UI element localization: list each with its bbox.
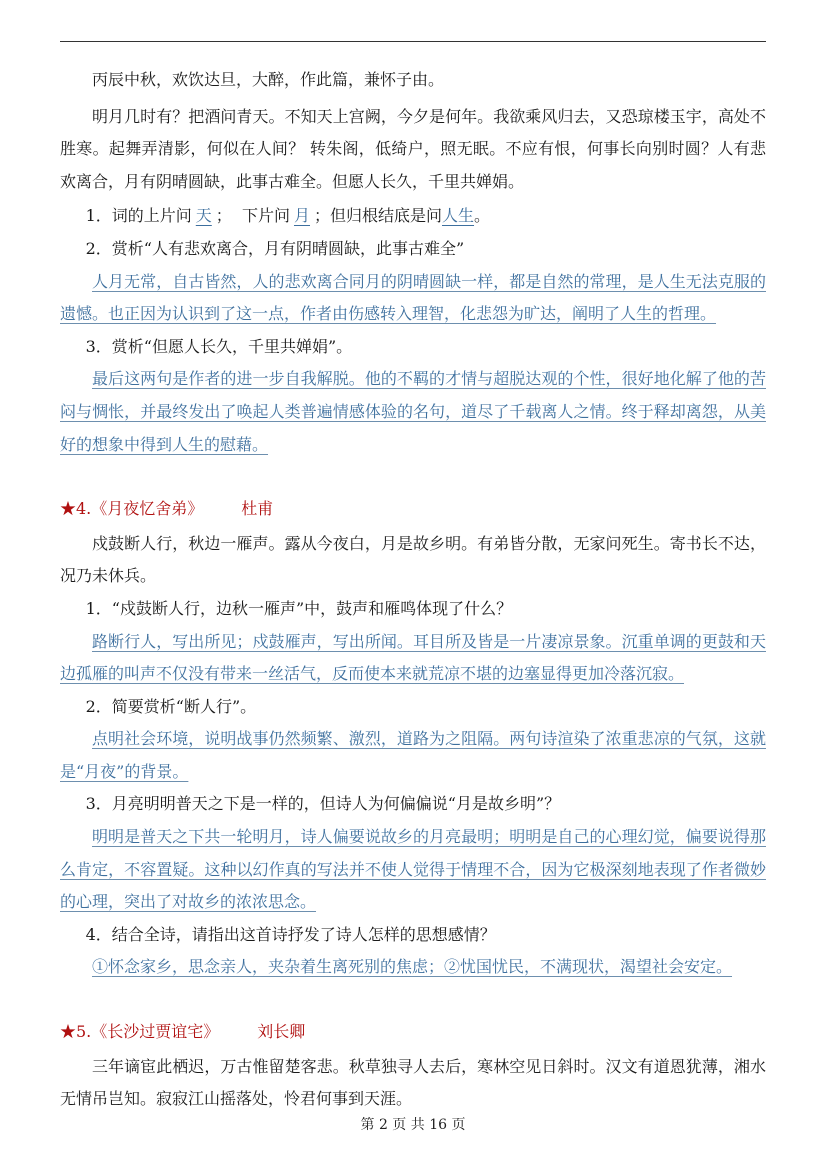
- q1-text: ；但归根结底是问: [314, 206, 443, 226]
- header-rule: [60, 41, 766, 42]
- answer-text: 点明社会环境，说明战事仍然频繁、激烈，道路为之阻隔。两句诗渲染了浓重悲凉的气氛，这就是“月夜”的背景。: [60, 729, 766, 781]
- poem4-q2: 2．简要赏析“断人行”。: [85, 696, 257, 716]
- poem4-text: 戍鼓断人行，秋边一雁声。露从今夜白，月是故乡明。有弟皆分散，无家问死生。寄书长不达，况乃未休兵。: [60, 533, 766, 586]
- page-content: [60, 64, 766, 1116]
- poem3-q3: 3．赏析“但愿人长久，千里共婵娟”。: [85, 336, 353, 356]
- answer-blank: 人生: [442, 206, 475, 226]
- poem5-text: 三年谪宦此栖迟，万古惟留楚客悲。秋草独寻人去后，寒林空见日斜时。汉文有道恩犹薄，湘水无情吊岂知。寂寂江山摇落处，怜君何事到天涯。: [60, 1056, 766, 1109]
- answer-blank: 天: [195, 206, 212, 226]
- poem4-q1: 1．“戍鼓断人行，边秋一雁声”中，鼓声和雁鸣体现了什么？: [85, 598, 513, 618]
- page-number: 第 2 页 共 16 页: [360, 1117, 466, 1133]
- q1-text: 。: [474, 206, 491, 226]
- q1-text: ； 下片问: [215, 206, 290, 226]
- poem3-q1: [60, 200, 766, 233]
- poem4-q3: 3．月亮明明普天之下是一样的，但诗人为何偏偏说“月是故乡明”？: [85, 794, 561, 814]
- poem-author: 杜甫: [241, 499, 274, 519]
- poem3-text: 明月几时有？把酒问青天。不知天上宫阙，今夕是何年。我欲乘风归去，又恐琼楼玉宇，高处不胜寒。起舞弄清影，何似在人间？ 转朱阁，低绮户，照无眠。不应有恨，何事长向别时圆？人有悲欢离合，月有阴晴圆缺，此事古难全。但愿人长久，千里共婵娟。: [60, 106, 766, 191]
- answer-text: ①怀念家乡，思念亲人，夹杂着生离死别的焦虑；②忧国忧民，不满现状，渴望社会安定。: [92, 957, 733, 977]
- poem5-heading: [60, 1016, 766, 1049]
- poem3-a3: [60, 363, 766, 461]
- poem4-a2: [60, 723, 766, 788]
- poem-title: ★4.《月夜忆舍弟》: [60, 499, 204, 519]
- poem4-q4: 4．结合全诗，请指出这首诗抒发了诗人怎样的思想感情？: [85, 924, 496, 944]
- poem-author: 刘长卿: [257, 1022, 306, 1042]
- poem-title: ★5.《长沙过贾谊宅》: [60, 1022, 220, 1042]
- answer-text: 路断行人，写出所见；戍鼓雁声，写出所闻。耳目所及皆是一片凄凉景象。沉重单调的更鼓和天边孤雁的叫声不仅没有带来一丝活气，反而使本来就荒凉不堪的边塞显得更加冷落沉寂。: [60, 631, 766, 684]
- answer-text: 人月无常，自古皆然，人的悲欢离合同月的阴晴圆缺一样，都是自然的常理，是人生无法克服的遗憾。也正因为认识到了这一点，作者由伤感转入理智，化悲怨为旷达，阐明了人生的哲理。: [60, 271, 766, 324]
- poem3-q2: 2．赏析“人有悲欢离合，月有阴晴圆缺，此事古难全”: [85, 238, 465, 258]
- answer-text: 明明是普天之下共一轮明月，诗人偏要说故乡的月亮最明；明明是自己的心理幻觉，偏要说得那么肯定，不容置疑。这种以幻作真的写法并不使人觉得于情理不合，因为它极深刻地表现了作者微妙的心理，突出了对故乡的浓浓思念。: [60, 827, 766, 912]
- answer-text: 最后这两句是作者的进一步自我解脱。他的不羁的才情与超脱达观的个性，很好地化解了他的苦闷与惆怅，并最终发出了唤起人类普遍情感体验的名句，道尽了千载离人之情。终于释却离怨，从美好的想象中得到人生的慰藉。: [60, 369, 766, 454]
- answer-blank: 月: [293, 206, 310, 226]
- poem4-a3: [60, 821, 766, 919]
- poem4-a4: [60, 951, 766, 984]
- poem3-preface: 丙辰中秋，欢饮达旦，大醉，作此篇，兼怀子由。: [92, 70, 445, 89]
- poem4-a1: [60, 626, 766, 691]
- q1-text: 1．词的上片问: [85, 206, 192, 226]
- poem4-heading: [60, 493, 766, 526]
- poem3-a2: [60, 266, 766, 331]
